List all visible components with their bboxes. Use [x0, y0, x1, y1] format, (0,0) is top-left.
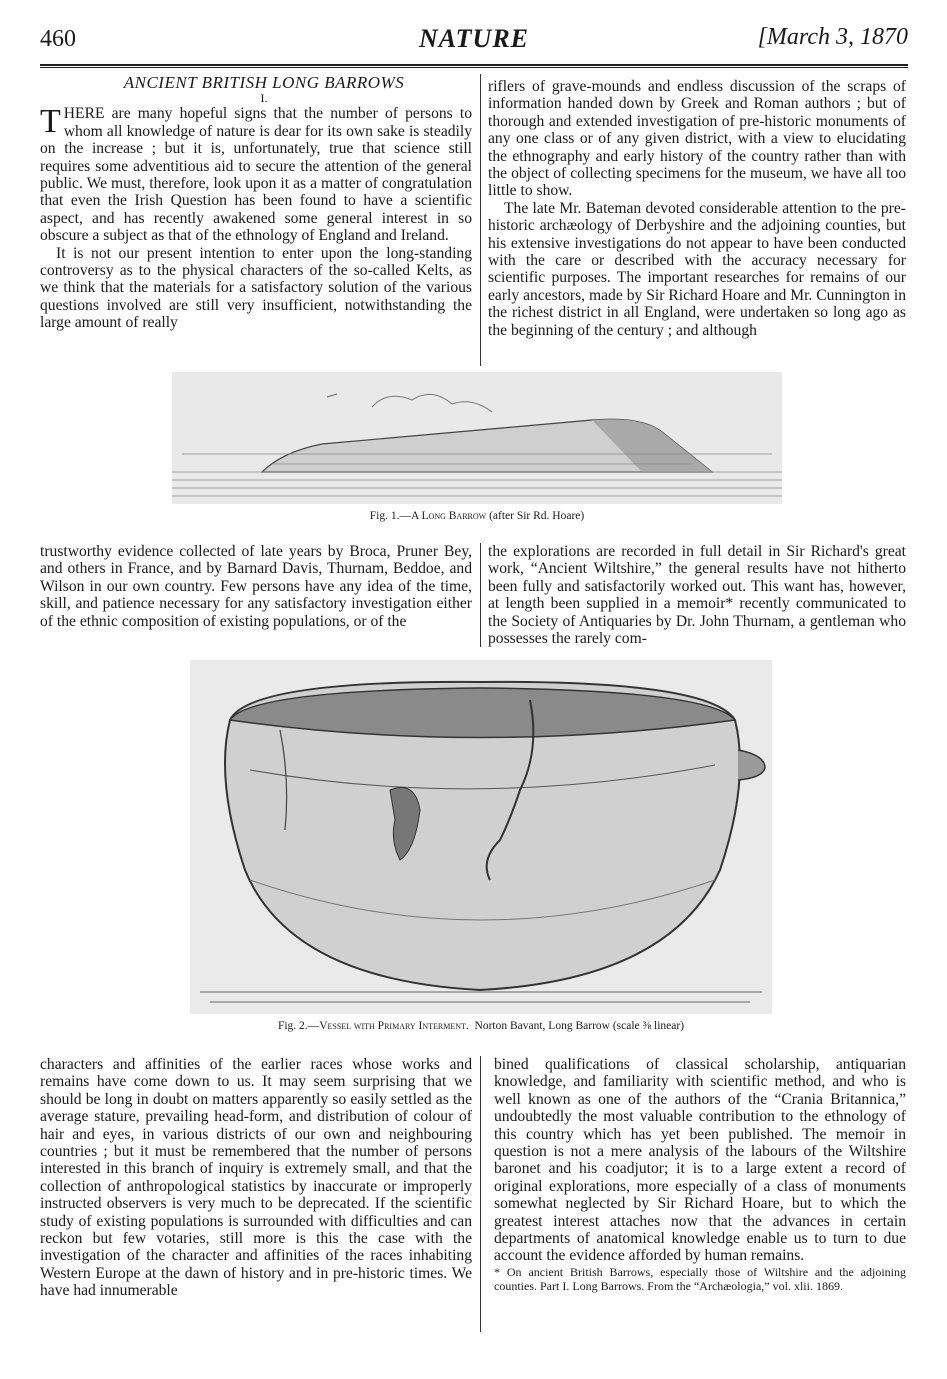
issue-date: [March 3, 1870	[757, 24, 908, 50]
drop-cap: T	[40, 103, 61, 141]
page-number: 460	[40, 26, 76, 52]
figure-2-caption	[190, 1020, 772, 1032]
long-barrow-engraving	[172, 372, 782, 504]
figure-1-caption	[172, 510, 782, 522]
running-header	[40, 24, 908, 60]
column-divider	[480, 1056, 481, 1332]
figure-1-title: A Long Barrow	[410, 510, 487, 522]
paragraph: It is not our present intention to enter upon the long-standing controversy as to the physical characters of the so-called Kelts, as we think that the materials for a satisfactory solution of the various questions involved are still very insufficient, notwithstanding the large amount of really	[40, 244, 472, 332]
column-right-mid	[488, 543, 906, 647]
figure-vessel	[190, 660, 772, 1014]
column-right-bottom	[494, 1056, 906, 1293]
footnote: * On ancient British Barrows, especially those of Wiltshire and the adjoining counties. Part I. Long Barrows. From the “Archæologia,” vol. xlii. 1869.	[494, 1264, 906, 1293]
vessel-engraving	[190, 660, 772, 1014]
header-rule	[40, 64, 908, 66]
figure-1-label: Fig. 1.—	[369, 510, 411, 522]
paragraph: bined qualifications of classical scholarship, antiquarian knowledge, and familiarity with scientific method, and who is well known as one of the authors of the “Crania Britannica,” undoubtedly the most valuable contribution to the ethnology of this country which has yet been published. The memoir in question is not a mere analysis of the labours of the Wiltshire baronet and his coadjutor; it is to a large extent a record of original explorations, more especially of a class of monuments somewhat neglected by Sir Richard Hoare, but to which the greatest interest attaches now that the advances in certain departments of anatomical knowledge enable us to turn to due account the evidence afforded by human remains.	[494, 1056, 906, 1265]
paragraph-intro	[40, 105, 472, 244]
figure-long-barrow	[172, 372, 782, 504]
column-left-top	[40, 74, 472, 332]
column-divider	[480, 543, 481, 647]
paragraph: characters and affinities of the earlier races whose works and remains have come down to us. It may seem surprising that we should be long in doubt on matters apparently so easily settled as the average stature, prevailing head-form, and distribution of colour of hair and eyes, in various districts of our own and neighbouring countries ; but it must be remembered that the number of persons interested in this branch of inquiry is extremely small, and that the collection of anthropological statistics by inaccurate or improperly instructed observers is very much to be deprecated. If the scientific study of existing populations is surrounded with difficulties and can reckon but few votaries, still more is this the case with the investigation of the character and affinities of the races inhabiting Western Europe at the dawn of history and in pre-historic times. We have had innumerable	[40, 1056, 472, 1300]
column-divider	[480, 74, 481, 366]
paragraph: riflers of grave-mounds and endless discussion of the scraps of information handed down by Greek and Roman authors ; but of thorough and extended investigation of pre-historic monuments of any one class or of any given district, with a view to elucidating the ethnography and early history of the country rather than with the object of collecting specimens for the museum, we have all too little to show.	[488, 78, 906, 200]
column-left-mid	[40, 543, 472, 630]
figure-2-credit: Norton Bavant, Long Barrow (scale ⅜ linear)	[474, 1020, 685, 1032]
paragraph: trustworthy evidence collected of late years by Broca, Pruner Bey, and others in France, and by Barnard Davis, Thurnam, Beddoe, and Wilson in our own country. Few persons have any idea of the time, skill, and patience necessary for any satisfactory investigation either of the ethnic composition of existing populations, or of the	[40, 543, 472, 630]
figure-2-title: Vessel with Primary Interment.	[319, 1020, 469, 1032]
figure-1-credit: (after Sir Rd. Hoare)	[486, 510, 585, 522]
column-right-top	[488, 78, 906, 339]
column-left-bottom	[40, 1056, 472, 1300]
journal-title: NATURE	[418, 24, 530, 53]
header-rule-thin	[40, 67, 908, 68]
paragraph-intro-text: HERE are many hopeful signs that the number of persons to whom all knowledge of nature is dear for its own sake is steadily on the increase ; but it is, unfortunately, true that science still requires some adventitious aid to secure the attention of the general public. We must, therefore, look upon it as a matter of congratulation that even the Irish Question has been found to have a scientific aspect, and has recently awakened some general interest in so obscure a subject as that of the ethnology of England and Ireland.	[40, 105, 472, 245]
figure-2-label: Fig. 2.—	[277, 1020, 320, 1032]
paragraph: The late Mr. Bateman devoted considerable attention to the pre-historic archæology of Derbyshire and the adjoining counties, but his extensive investigations do not appear to have been conducted with the care or described with the accuracy necessary for scientific purposes. The important researches for remains of our early ancestors, made by Sir Richard Hoare and Mr. Cunnington in the richest district in all England, were undertaken so long ago as the beginning of the century ; and although	[488, 199, 906, 339]
article-title: ANCIENT BRITISH LONG BARROWS	[123, 73, 405, 92]
paragraph: the explorations are recorded in full detail in Sir Richard's great work, “Ancient Wiltshire,” the general results have not hitherto been fully and satisfactorily worked out. This want has, however, at length been supplied in a memoir* recently communicated to the Society of Antiquaries by Dr. John Thurnam, a gentleman who possesses the rarely com-	[488, 543, 906, 648]
article-part: I.	[260, 91, 268, 106]
